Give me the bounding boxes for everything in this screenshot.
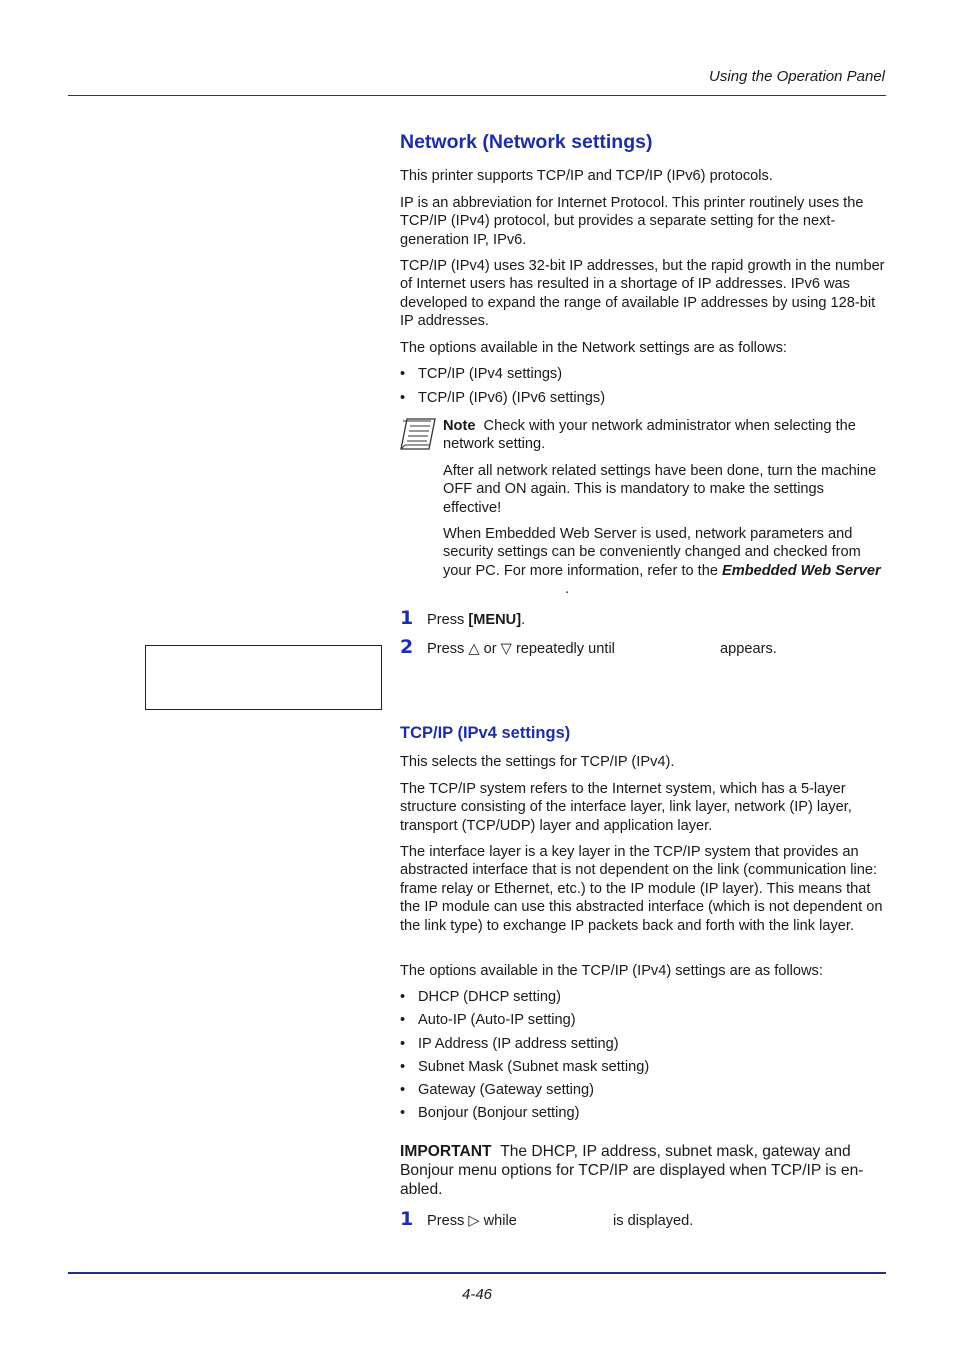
step-text: is displayed. [613, 1213, 694, 1229]
page-number: 4-46 [461, 1286, 493, 1303]
step-text: Press △ or ▽ repeatedly until [427, 641, 615, 657]
lcd-display [145, 645, 382, 710]
subsection-title: TCP/IP (IPv4 settings) [400, 724, 571, 742]
list-item: • Subnet Mask (Subnet mask setting) [400, 1059, 650, 1075]
important-notice: IMPORTANT The DHCP, IP address, subnet mask, gateway and Bonjour menu options for TCP/IP are displayed when TCP/IP is en-abled. [400, 1143, 864, 1199]
section-paragraph: This printer supports TCP/IP and TCP/IP (IPv6) protocols. [400, 168, 773, 184]
subsection-paragraph: The interface layer is a key layer in the TCP/IP system that provides an abstracted interface that is not dependent on the link (communication line: frame relay or Ethernet, etc.) to the IP module (IP layer). This means that the IP module can use this abstracted interface (which is not dependent on the link type) to exchange IP packets back and forth with the link layer. [400, 844, 883, 934]
subsection-paragraph: This selects the settings for TCP/IP (IPv4). [400, 754, 675, 770]
note-text: Note Check with your network administrator when selecting the network setting. [443, 418, 856, 453]
list-item: • IP Address (IP address setting) [400, 1036, 619, 1052]
step-number: 1 [400, 607, 414, 629]
step-text: Press ▷ while [427, 1213, 517, 1229]
running-header: Using the Operation Panel [709, 68, 885, 85]
header-rule [68, 95, 886, 96]
list-item: • Bonjour (Bonjour setting) [400, 1105, 580, 1121]
step-number: 2 [400, 636, 414, 658]
section-paragraph: IP is an abbreviation for Internet Protocol. This printer routinely uses the TCP/IP (IPv4) protocol, but provides a separate setting for the next-generation IP, IPv6. [400, 195, 864, 248]
footer-rule [68, 1272, 886, 1274]
note-text: When Embedded Web Server is used, network parameters and security settings can be conveniently changed and checked from your PC. For more information, refer to the Embedded Web Server. [443, 526, 881, 598]
subsection-paragraph: The TCP/IP system refers to the Internet system, which has a 5-layer structure consisting of the interface layer, link layer, network (IP) layer, transport (TCP/UDP) layer and application layer. [400, 781, 852, 834]
section-title: Network (Network settings) [400, 131, 653, 153]
list-item: • TCP/IP (IPv4 settings) [400, 366, 563, 382]
section-paragraph: The options available in the Network settings are as follows: [400, 340, 787, 356]
list-item: • TCP/IP (IPv6) (IPv6 settings) [400, 390, 606, 406]
note-text: After all network related settings have been done, turn the machine OFF and ON again. This is mandatory to make the settings effective! [443, 463, 877, 516]
list-item: • Auto-IP (Auto-IP setting) [400, 1012, 576, 1028]
step-number: 1 [400, 1208, 414, 1230]
note-icon [399, 417, 437, 451]
subsection-paragraph: The options available in the TCP/IP (IPv4) settings are as follows: [400, 963, 823, 979]
list-item: • DHCP (DHCP setting) [400, 989, 562, 1005]
list-item: • Gateway (Gateway setting) [400, 1082, 595, 1098]
step-text: appears. [720, 641, 777, 657]
step-text: Press [MENU]. [427, 612, 526, 628]
section-paragraph: TCP/IP (IPv4) uses 32-bit IP addresses, but the rapid growth in the number of Internet users has resulted in a shortage of IP addresses. IPv6 was developed to expand the range of available IP addresses by using 128-bit IP addresses. [400, 258, 885, 330]
